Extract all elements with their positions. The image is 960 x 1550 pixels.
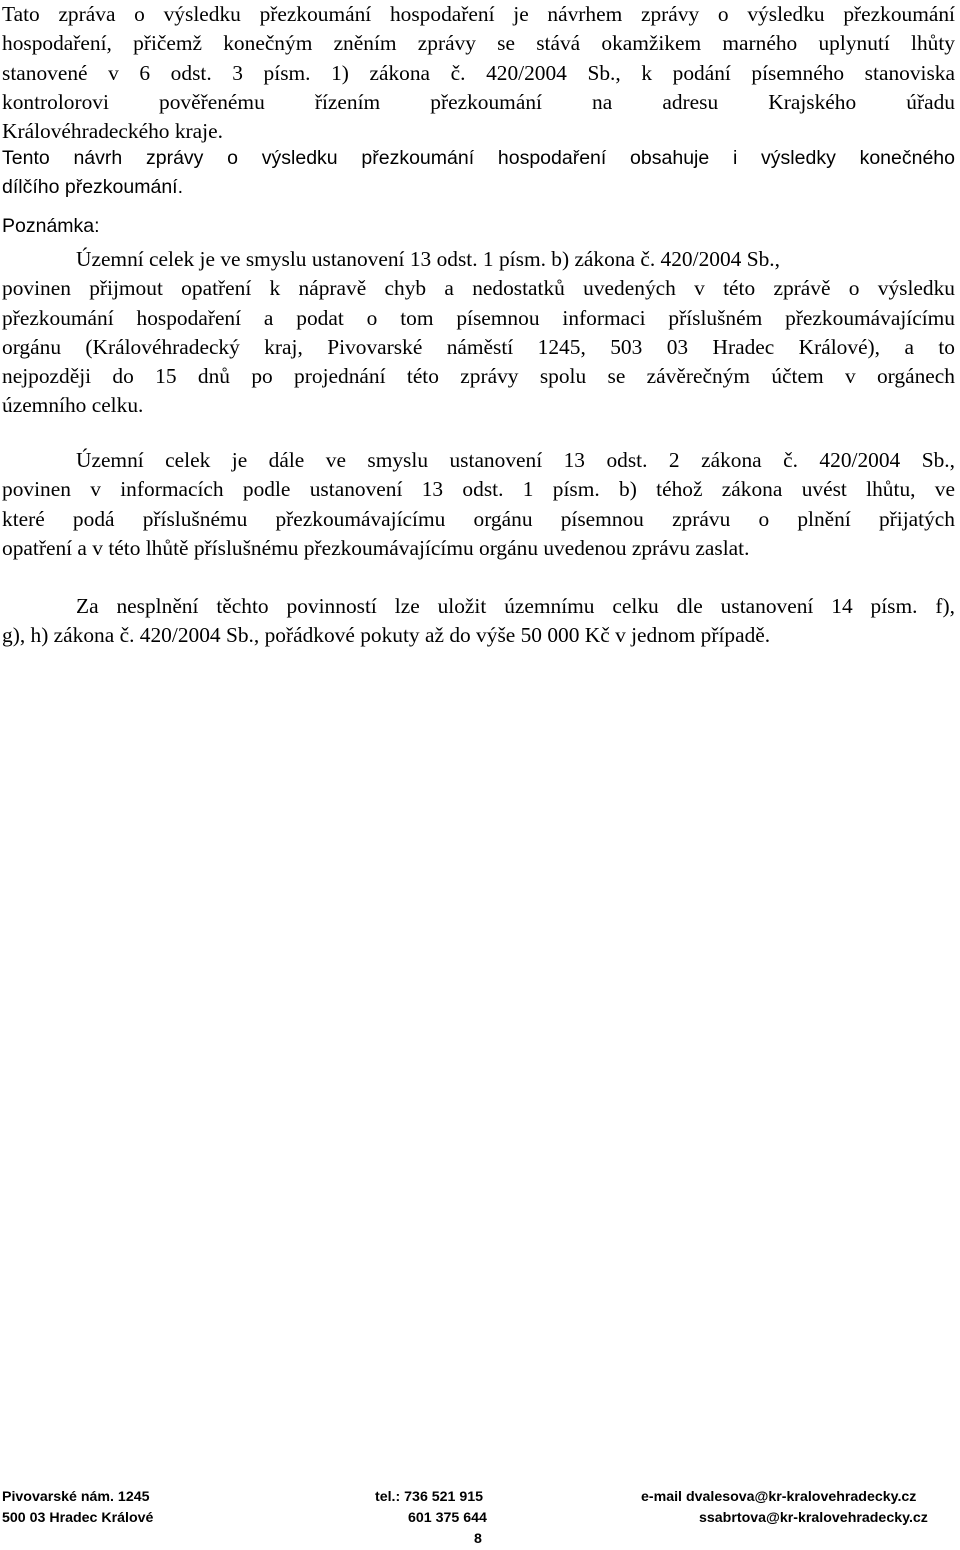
footer-address-street: Pivovarské nám. 1245 [2, 1489, 150, 1505]
text-line: Za nesplnění těchto povinností lze uložit územnímu celku dle ustanovení 14 písm. f), [76, 594, 955, 618]
text-line: Královéhradeckého kraje. [2, 119, 223, 144]
text-line: přezkoumání hospodaření a podat o tom písemnou informaci příslušném přezkoumávajícímu [2, 305, 955, 330]
text-line: kontrolorovi pověřenému řízením přezkoumání na adresu Krajského úřadu [2, 89, 955, 114]
text-line: hospodaření, přičemž konečným zněním zprávy se stává okamžikem marného uplynutí lhůty [2, 31, 955, 56]
text-line: Územní celek je ve smyslu ustanovení 13 odst. 1 písm. b) zákona č. 420/2004 Sb., [76, 247, 780, 271]
text-line: povinen přijmout opatření k nápravě chyb a nedostatků uvedených v této zprávě o výsledku [2, 276, 955, 301]
footer-phone-secondary: 601 375 644 [408, 1510, 487, 1526]
note-label: Poznámka: [2, 215, 100, 237]
text-line: Územní celek je dále ve smyslu ustanovení 13 odst. 2 zákona č. 420/2004 Sb., [76, 448, 955, 472]
text-line: Tato zpráva o výsledku přezkoumání hospodaření je návrhem zprávy o výsledku přezkoumání [2, 2, 955, 26]
footer-address-city: 500 03 Hradec Králové [2, 1510, 154, 1526]
footer-email-secondary: ssabrtova@kr-kralovehradecky.cz [699, 1510, 928, 1526]
page-footer [0, 1487, 960, 1547]
text-line: opatření a v této lhůtě příslušnému přezkoumávajícímu orgánu uvedenou zprávu zaslat. [2, 535, 750, 560]
text-line: g), h) zákona č. 420/2004 Sb., pořádkové pokuty až do výše 50 000 Kč v jednom případě. [2, 623, 771, 648]
paragraph-final-review [2, 144, 955, 203]
text-line: Tento návrh zprávy o výsledku přezkoumání hospodaření obsahuje i výsledky konečného [2, 147, 955, 169]
text-line: které podá příslušnému přezkoumávajícímu orgánu písemnou zprávu o plnění přijatých [2, 506, 955, 531]
text-line: povinen v informacích podle ustanovení 13 odst. 1 písm. b) téhož zákona uvést lhůtu, ve [2, 477, 955, 502]
text-line: územního celku. [2, 393, 144, 418]
text-line: nejpozději do 15 dnů po projednání této zprávy spolu se závěrečným účtem v orgánech [2, 364, 955, 389]
paragraph-remedial-measures [2, 245, 955, 421]
text-line: stanovené v 6 odst. 3 písm. 1) zákona č. 420/2004 Sb., k podání písemného stanoviska [2, 60, 955, 85]
footer-phone-primary: tel.: 736 521 915 [375, 1489, 484, 1505]
paragraph-reporting-deadline [2, 446, 955, 563]
footer-email-primary: e-mail dvalesova@kr-kralovehradecky.cz [641, 1489, 917, 1505]
text-line: orgánu (Královéhradecký kraj, Pivovarské náměstí 1245, 503 03 Hradec Králové), a to [2, 334, 955, 359]
text-line: dílčího přezkoumání. [2, 176, 184, 199]
paragraph-penalties [2, 592, 955, 651]
paragraph-report-draft [2, 0, 955, 146]
note-heading [2, 212, 955, 241]
page-number: 8 [474, 1531, 482, 1547]
